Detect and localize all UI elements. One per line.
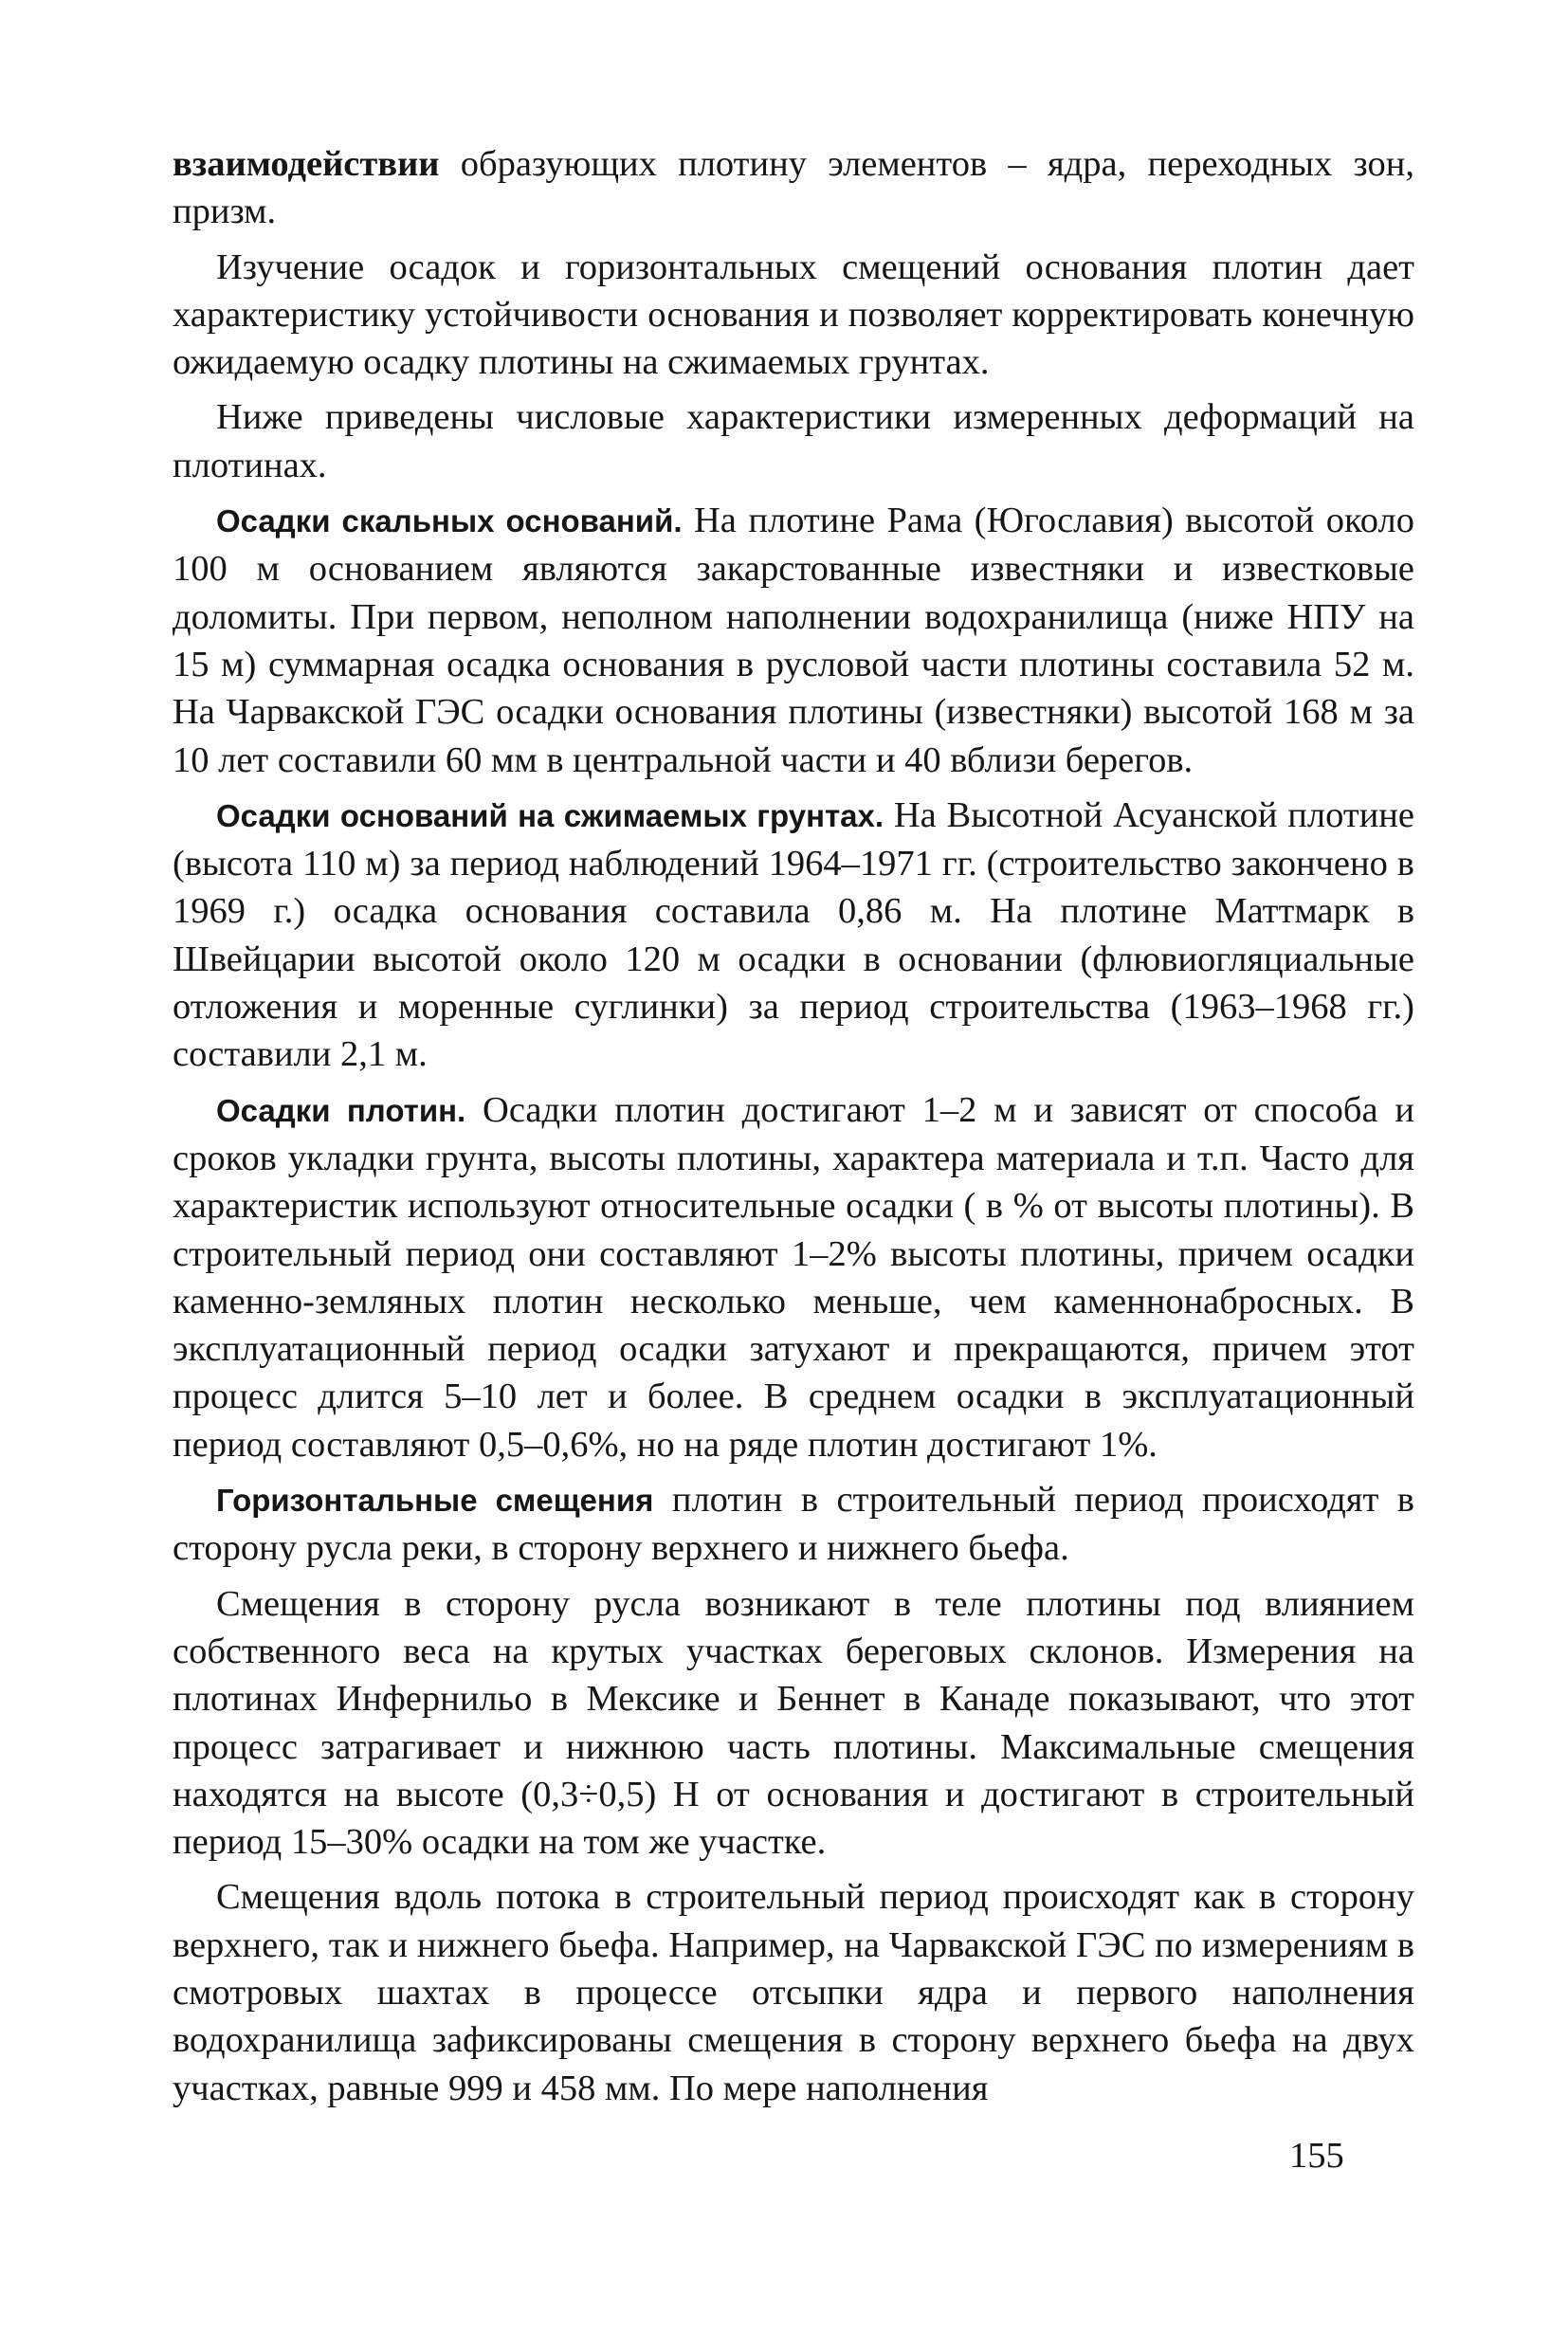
paragraph-5-text: На Высотной Асуанской плотине (высота 110 м) за период наблюдений 1964–1971 гг. (строительство закончено в 1969 г.) осадка основания составила 0,86 м. На плотине Маттмарк в Швейцарии высотой около 120 м осадки в основании (флювиогляциальные отложения и моренные суглинки) за период строительства (1963–1968 гг.) составили 2,1 м. <box>173 794 1414 1075</box>
paragraph-9 <box>173 1873 1414 2111</box>
paragraph-7-text: плотин в строительный период происходят в сторону русла реки, в сторону верхнего и нижнего бьефа. <box>173 1480 1414 1569</box>
paragraph-4-heading: Осадки скальных оснований. <box>216 503 683 539</box>
document-page <box>173 140 1414 2120</box>
paragraph-3-text: Ниже приведены числовые характеристики измеренных деформаций на плотинах. <box>173 397 1414 485</box>
paragraph-1-bold-start: взаимодействии <box>173 144 440 184</box>
paragraph-6 <box>173 1086 1414 1468</box>
paragraph-7-heading: Горизонтальные смещения <box>216 1483 654 1519</box>
paragraph-5-heading: Осадки оснований на сжимаемых грунтах. <box>216 797 884 833</box>
paragraph-8-text: Смещения в сторону русла возникают в теле плотины под влиянием собственного веса на крутых участках береговых склонов. Измерения на плотинах Инфернильо в Мексике и Беннет в Канаде показывают, что этот процесс затрагивает и нижнюю часть плотины. Максимальные смещения находятся на высоте (0,3÷0,5) Н от основания и достигают в строительный период 15–30% осадки на том же участке. <box>173 1583 1414 1863</box>
paragraph-4 <box>173 497 1414 784</box>
paragraph-5 <box>173 792 1414 1079</box>
paragraph-7 <box>173 1476 1414 1573</box>
paragraph-6-text: Осадки плотин достигают 1–2 м и зависят от способа и сроков укладки грунта, высоты плотины, характера материала и т.п. Часто для характеристик используют относительные осадки ( в % от высоты плотины). В строительный период они составляют 1–2% высоты плотины, причем осадки каменно-земляных плотин несколько меньше, чем каменнонабросных. В эксплуатационный период осадки затухают и прекращаются, причем этот процесс длится 5–10 лет и более. В среднем осадки в эксплуатационный период составляют 0,5–0,6%, но на ряде плотин достигают 1%. <box>173 1089 1415 1465</box>
paragraph-1 <box>173 140 1414 236</box>
paragraph-1-text: образующих плотину элементов – ядра, переходных зон, призм. <box>173 144 1414 232</box>
paragraph-2-text: Изучение осадок и горизонтальных смещений основания плотин дает характеристику устойчивости основания и позволяет корректировать конечную ожидаемую осадку плотины на сжимаемых грунтах. <box>173 246 1414 383</box>
page-number: 155 <box>1289 2136 1344 2176</box>
paragraph-2 <box>173 244 1414 387</box>
paragraph-8 <box>173 1580 1414 1867</box>
paragraph-4-text: На плотине Рама (Югославия) высотой около 100 м основанием являются закарстованные известняки и известковые доломиты. При первом, неполном наполнении водохранилища (ниже НПУ на 15 м) суммарная осадка основания в русловой части плотины составила 52 м. На Чарвакской ГЭС осадки основания плотины (известняки) высотой 168 м за 10 лет составили 60 мм в центральной части и 40 вблизи берегов. <box>173 501 1414 780</box>
paragraph-9-text: Смещения вдоль потока в строительный период происходят как в сторону верхнего, так и нижнего бьефа. Например, на Чарвакской ГЭС по измерениям в смотровых шахтах в процессе отсыпки ядра и первого наполнения водохранилища зафиксированы смещения в сторону верхнего бьефа на двух участках, равные 999 и 458 мм. По мере наполнения <box>173 1877 1414 2108</box>
paragraph-3 <box>173 393 1414 489</box>
paragraph-6-heading: Осадки плотин. <box>216 1092 466 1128</box>
